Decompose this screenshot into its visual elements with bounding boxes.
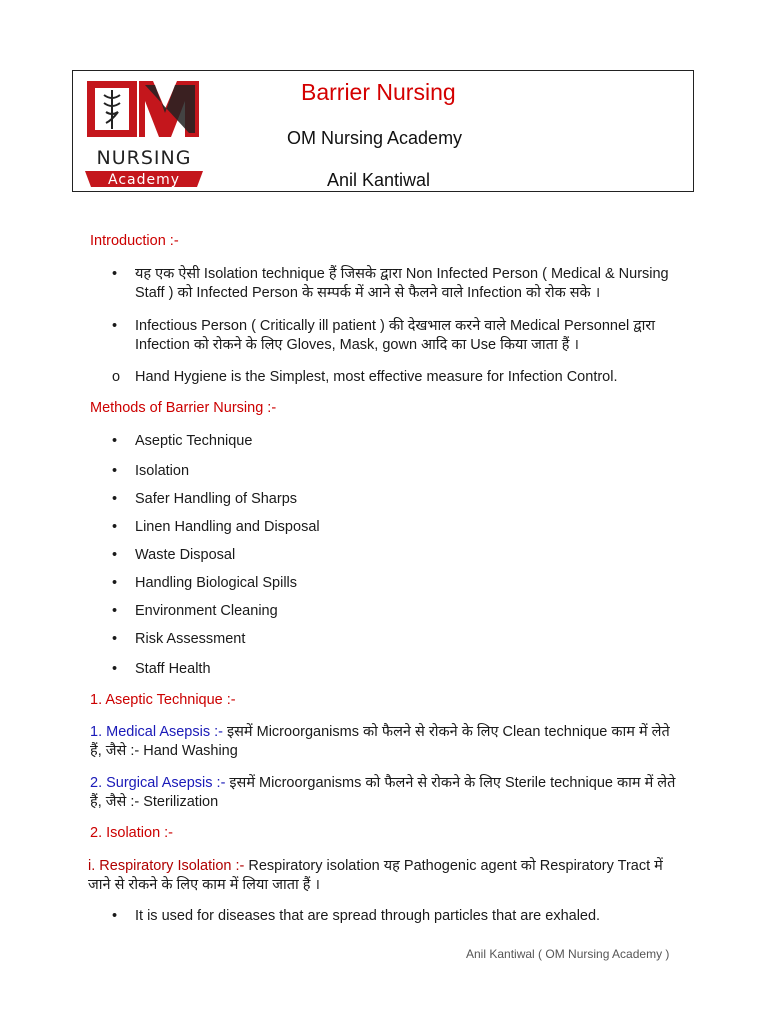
om-nursing-logo — [85, 79, 203, 187]
aseptic-heading: 1. Aseptic Technique :- — [90, 692, 236, 708]
medical-asepsis-para — [90, 723, 680, 761]
methods-item: • Waste Disposal — [90, 546, 690, 565]
methods-item: • Environment Cleaning — [90, 602, 690, 621]
svg-text:NURSING: NURSING — [96, 147, 192, 169]
svg-text:Academy: Academy — [107, 172, 181, 187]
methods-heading: Methods of Barrier Nursing :- — [90, 400, 277, 416]
surgical-asepsis-text: इसमें Microorganisms को फैलने से रोकने के लिए Sterile technique काम में लेते हैं, जैसे :- Sterilization — [90, 775, 676, 810]
methods-item: • Linen Handling and Disposal — [90, 518, 690, 537]
intro-bullet-2: • Infectious Person ( Critically ill patient ) की देखभाल करने वाले Medical Personnel द्वारा Infection को रोकने के लिए Gloves, Mask, gown आदि का Use किया जाता हैं । — [90, 317, 690, 355]
surgical-asepsis-para — [90, 774, 680, 812]
author-name: Anil Kantiwal — [327, 170, 431, 190]
methods-item: • Safer Handling of Sharps — [90, 490, 690, 509]
intro-bullet-1: • यह एक ऐसी Isolation technique हैं जिसके द्वारा Non Infected Person ( Medical & Nursing Staff ) को Infected Person के सम्पर्क में आने से फैलने वाले Infection को रोक सके । — [90, 265, 670, 303]
methods-item: • Risk Assessment — [90, 630, 690, 649]
methods-list — [90, 432, 690, 679]
surgical-asepsis-label: 2. Surgical Asepsis :- — [90, 775, 226, 791]
isolation-bullet: • It is used for diseases that are spread through particles that are exhaled. — [90, 907, 690, 926]
header-box — [72, 70, 694, 192]
respiratory-isolation-label: i. Respiratory Isolation :- — [88, 858, 245, 874]
academy-name: OM Nursing Academy — [287, 128, 463, 148]
respiratory-isolation-para — [88, 857, 688, 895]
medical-asepsis-label: 1. Medical Asepsis :- — [90, 724, 223, 740]
intro-sub-bullet: o Hand Hygiene is the Simplest, most effective measure for Infection Control. — [90, 368, 735, 387]
page-footer: Anil Kantiwal ( OM Nursing Academy ) — [466, 947, 670, 961]
medical-asepsis-text: इसमें Microorganisms को फैलने से रोकने के लिए Clean technique काम में लेते हैं, जैसे :- Hand Washing — [90, 724, 670, 759]
methods-item: • Aseptic Technique — [90, 432, 690, 451]
respiratory-isolation-text: Respiratory isolation यह Pathogenic agent को Respiratory Tract में जाने से रोकने के लिए काम में लिया जाता हैं । — [88, 858, 663, 893]
methods-item: • Handling Biological Spills — [90, 574, 690, 593]
methods-item: • Isolation — [90, 462, 690, 481]
doc-title: Barrier Nursing — [301, 79, 456, 105]
methods-item: • Staff Health — [90, 660, 690, 679]
intro-heading: Introduction :- — [90, 233, 179, 249]
isolation-heading: 2. Isolation :- — [90, 825, 174, 841]
